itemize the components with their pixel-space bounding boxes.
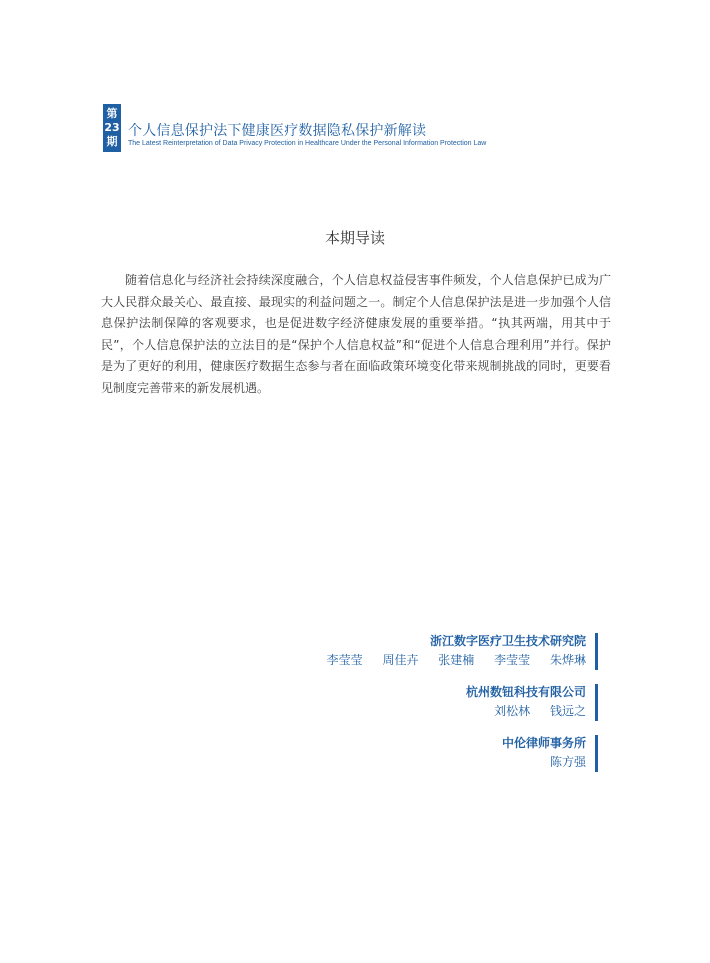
header-subtitle: The Latest Reinterpretation of Data Privacy Protection in Healthcare Under the Personal Information Protection Law (128, 140, 487, 147)
org-name: 浙江数字医疗卫生技术研究院 (429, 634, 586, 648)
author-list (327, 650, 586, 670)
badge-char: 第 (106, 107, 118, 120)
author-name: 张建楠 (438, 653, 475, 667)
author-name: 刘松林 (494, 704, 531, 718)
credit-block (327, 734, 598, 772)
issue-number-badge (103, 104, 121, 152)
header-title: 个人信息保护法下健康医疗数据隐私保护新解读 (128, 123, 427, 139)
author-name: 钱远之 (549, 704, 586, 718)
badge-number: 23 (104, 121, 120, 134)
badge-char: 期 (106, 135, 118, 148)
author-name: 李莹莹 (326, 653, 363, 667)
section-title: 本期导读 (324, 229, 385, 247)
author-name: 陈方强 (549, 755, 586, 769)
author-name: 朱烨琳 (549, 653, 586, 667)
accent-bar (595, 735, 598, 772)
intro-paragraph: 随着信息化与经济社会持续深度融合，个人信息权益侵害事件频发，个人信息保护已成为广大人民群众最关心、最直接、最现实的利益问题之一。制定个人信息保护法是进一步加强个人信息保护法制保障的客观要求，也是促进数字经济健康发展的重要举措。“执其两端，用其中于民”，个人信息保护法的立法目的是“保护个人信息权益”和“促进个人信息合理利用”并行。保护是为了更好的利用，健康医疗数据生态参与者在面临政策环境变化带来规制挑战的同时，更要看见制度完善带来的新发展机遇。 (101, 273, 611, 395)
author-list (327, 701, 586, 721)
credit-block (327, 632, 598, 670)
author-name: 周佳卉 (382, 653, 419, 667)
org-name: 杭州数钮科技有限公司 (465, 685, 586, 699)
author-list (327, 752, 586, 772)
credit-block (327, 683, 598, 721)
accent-bar (595, 633, 598, 670)
author-name: 李莹莹 (494, 653, 531, 667)
org-name: 中伦律师事务所 (501, 736, 586, 750)
credits-list (327, 632, 598, 785)
accent-bar (595, 684, 598, 721)
